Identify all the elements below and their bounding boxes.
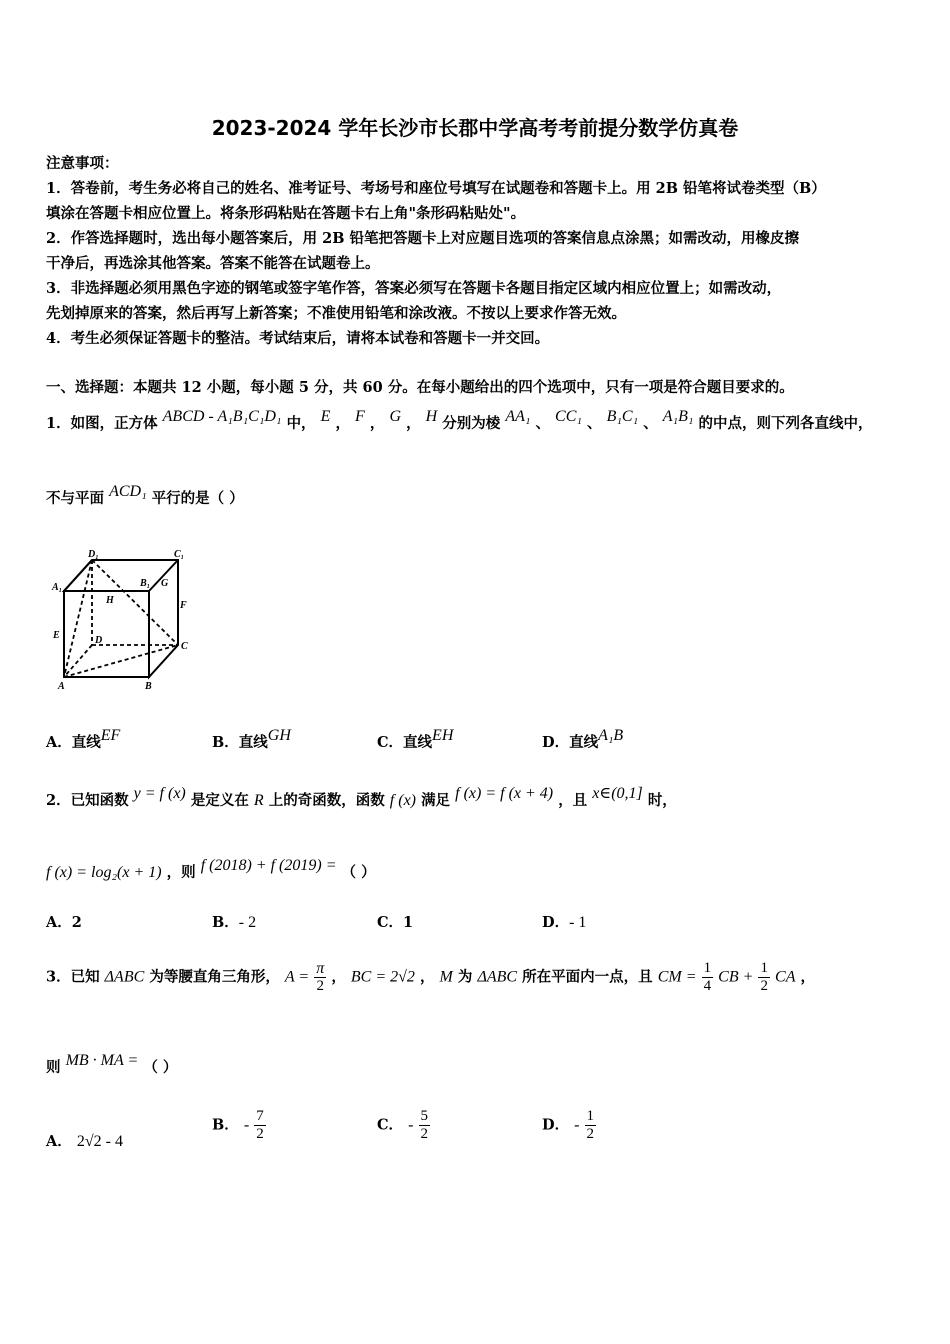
notice-line-5: 3．非选择题必须用黑色字迹的钢笔或签字笔作答，答案必须写在答题卡各题目指定区域内相应位置上；如需改动， (46, 280, 782, 297)
q3-option-c[interactable]: C． - $\frac{5}{2}$ (377, 1108, 428, 1142)
question-3-stem-line-2: 则 MB · MA = （ ） (46, 1052, 178, 1076)
notice-line-6: 先划掉原来的答案，然后再写上新答案；不准使用铅笔和涂改液。不按以上要求作答无效。 (46, 305, 626, 322)
section-heading: 一、选择题：本题共 12 小题，每小题 5 分，共 60 分。在每小题给出的四个选项中，只有一项是符合题目要求的。 (46, 379, 794, 396)
notice-line-3: 2．作答选择题时，选出每小题答案后，用 2B 铅笔把答题卡上对应题目选项的答案信息点涂黑；如需改动，用橡皮擦 (46, 230, 800, 247)
label-F: F (180, 600, 187, 611)
fraction-pi-over-2: $\frac{\pi}{2}$ (316, 960, 325, 994)
math-cube: ABCD - A₁B₁C₁D₁ (162, 408, 282, 425)
label-B: B (145, 681, 152, 692)
notice-heading: 注意事项： (46, 155, 119, 172)
label-C: C (181, 641, 188, 652)
q2-option-c[interactable]: C．1 (377, 914, 414, 931)
label-D: D (95, 635, 103, 646)
math-plane: ACD₁ (109, 483, 147, 500)
q1-option-d[interactable]: D．直线A₁B (542, 727, 624, 751)
question-2-stem-line-2: f (x) = log₂(x + 1) ，则 f (2018) + f (2019) = （ ） (46, 857, 376, 881)
notice-line-7: 4．考生必须保证答题卡的整洁。考试结束后，请将本试卷和答题卡一并交回。 (46, 330, 550, 347)
notice-line-1: 1．答卷前，考生务必将自己的姓名、准考证号、考场号和座位号填写在试题卷和答题卡上。用 2B 铅笔将试卷类型（B） (46, 180, 826, 197)
label-A1: A₁ (52, 582, 63, 593)
q2-option-b[interactable]: B．- 2 (212, 914, 257, 931)
q2-option-d[interactable]: D．- 1 (542, 914, 587, 931)
question-1-stem-line-2: 不与平面 ACD₁ 平行的是（ ） (46, 483, 244, 507)
fraction-one-half: $\frac{1}{2}$ (760, 960, 768, 994)
q2-option-a[interactable]: A．2 (46, 914, 82, 931)
question-1-stem: 1．如图，正方体 ABCD - A₁B₁C₁D₁ 中， E ， F ， G ， H 分别为棱 AA₁ 、 CC₁ 、 B₁C₁ 、 A₁B₁ 的中点，则下列各直线中， (46, 408, 873, 432)
q3-option-d[interactable]: D． - $\frac{1}{2}$ (542, 1108, 595, 1142)
q1-option-a[interactable]: A．直线EF (46, 727, 121, 751)
question-2-stem: 2．已知函数 y = f (x) 是定义在 R 上的奇函数，函数 f (x) 满足 f (x) = f (x + 4) ，且 x∈(0,1] 时， (46, 785, 677, 809)
label-H: H (106, 595, 114, 606)
q3-option-b[interactable]: B． - $\frac{7}{2}$ (212, 1108, 264, 1142)
notice-line-2: 填涂在答题卡相应位置上。将条形码粘贴在答题卡右上角"条形码粘贴处"。 (46, 205, 526, 222)
fraction-one-quarter: $\frac{1}{4}$ (703, 960, 712, 994)
label-C1: C₁ (174, 549, 185, 560)
q1-option-b[interactable]: B．直线GH (212, 727, 291, 751)
label-B1: B₁ (140, 578, 151, 589)
cube-figure (50, 548, 200, 693)
notice-line-4: 干净后，再选涂其他答案。答案不能答在试题卷上。 (46, 255, 380, 272)
question-3-stem: 3．已知 ΔABC 为等腰直角三角形， A = $\frac{\pi}{2}$ ， BC = 2√2 ， M 为 ΔABC 所在平面内一点，且 CM = $\frac{1}{4}$ CB + $\frac{1}{2}$ CA ， (46, 960, 816, 994)
label-A: A (58, 681, 65, 692)
page-title: 2023-2024 学年长沙市长郡中学高考考前提分数学仿真卷 (211, 116, 739, 140)
label-G: G (161, 578, 169, 589)
label-D1: D₁ (88, 549, 99, 560)
q3-option-a[interactable]: A． 2√2 - 4 (46, 1133, 123, 1150)
q1-option-c[interactable]: C．直线EH (377, 727, 454, 751)
label-E: E (53, 630, 60, 641)
